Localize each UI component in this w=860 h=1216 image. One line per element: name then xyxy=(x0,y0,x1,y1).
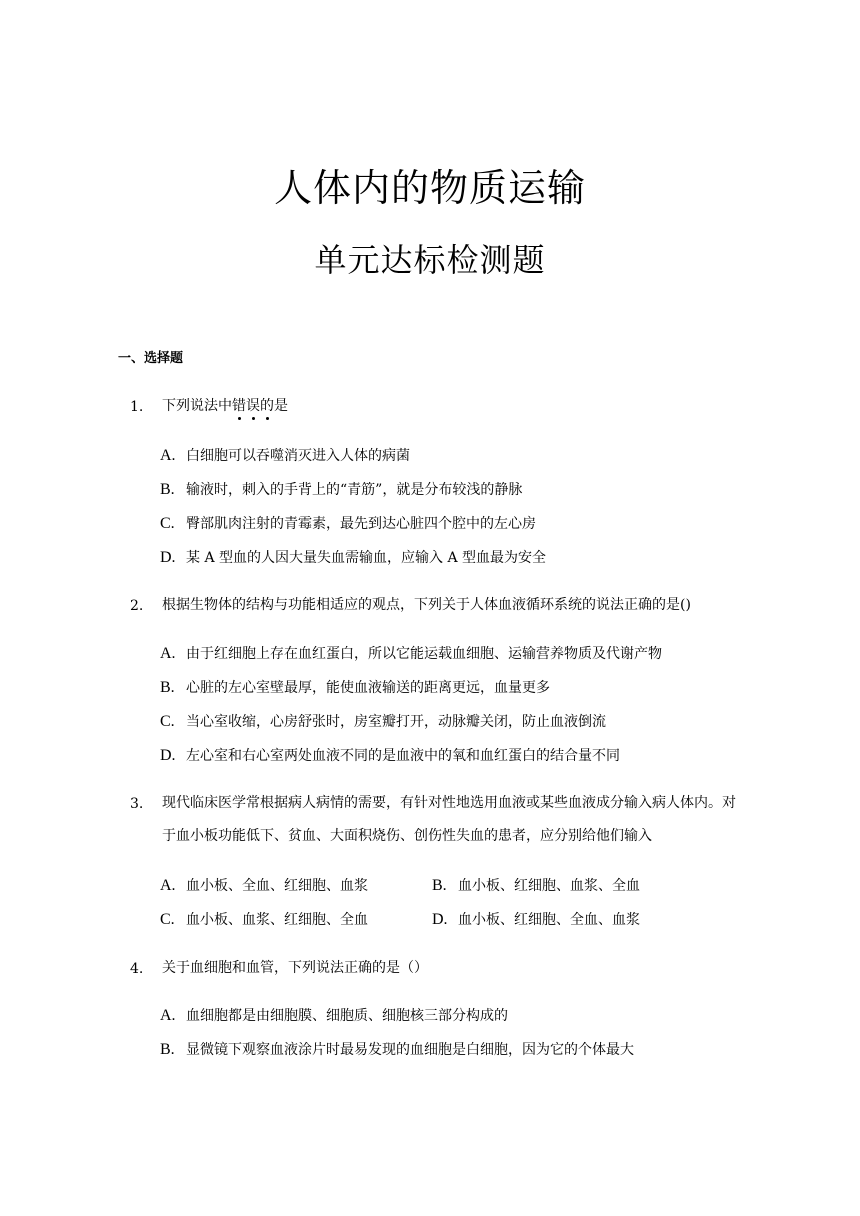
option-letter: D. xyxy=(160,747,176,764)
option-3a[interactable] xyxy=(160,876,368,896)
question-text-1 xyxy=(162,390,742,423)
option-1d[interactable] xyxy=(160,548,546,568)
option-3d[interactable] xyxy=(432,910,640,930)
emphasis-char: 错 xyxy=(232,398,246,414)
document-subtitle: 单元达标检测题 xyxy=(314,241,546,279)
option-letter: A. xyxy=(160,877,176,894)
option-2d[interactable] xyxy=(160,746,620,766)
emphasis-char: 误 xyxy=(246,398,260,414)
option-2b[interactable] xyxy=(160,678,550,698)
option-text: 左心室和右心室两处血液不同的是血液中的氧和血红蛋白的结合量不同 xyxy=(186,748,620,764)
option-letter: B. xyxy=(160,679,175,696)
option-text: 血小板、全血、红细胞、血浆 xyxy=(186,878,368,894)
option-text: 血小板、血浆、红细胞、全血 xyxy=(186,912,368,928)
option-text: 由于红细胞上存在血红蛋白，所以它能运载血细胞、运输营养物质及代谢产物 xyxy=(186,646,662,662)
option-text: 血细胞都是由细胞膜、细胞质、细胞核三部分构成的 xyxy=(186,1008,508,1024)
option-2a[interactable] xyxy=(160,644,662,664)
option-4b[interactable] xyxy=(160,1040,634,1060)
option-text: 显微镜下观察血液涂片时最易发现的血细胞是白细胞，因为它的个体最大 xyxy=(186,1042,634,1058)
option-text: 白细胞可以吞噬消灭进入人体的病菌 xyxy=(186,448,410,464)
question-number-3: 3. xyxy=(130,796,144,812)
option-1a[interactable] xyxy=(160,446,410,466)
question-number-2: 2. xyxy=(130,598,144,614)
option-letter: C. xyxy=(160,911,175,928)
option-letter: B. xyxy=(432,877,447,894)
emphasis-char: 的 xyxy=(260,398,274,414)
option-text: 心脏的左心室壁最厚，能使血液输送的距离更远，血量更多 xyxy=(186,680,550,696)
option-3b[interactable] xyxy=(432,876,640,896)
option-2c[interactable] xyxy=(160,712,606,732)
option-letter: A. xyxy=(160,447,176,464)
option-text: 血小板、红细胞、全血、血浆 xyxy=(458,912,640,928)
question-number-4: 4. xyxy=(130,961,144,977)
section-heading: 一、选择题 xyxy=(118,351,184,366)
option-text: 血小板、红细胞、血浆、全血 xyxy=(458,878,640,894)
option-4a[interactable] xyxy=(160,1006,508,1026)
option-letter: A. xyxy=(160,645,176,662)
option-letter: D. xyxy=(432,911,448,928)
option-letter: B. xyxy=(160,1041,175,1058)
option-letter: D. xyxy=(160,549,176,566)
option-text: 当心室收缩，心房舒张时，房室瓣打开，动脉瓣关闭，防止血液倒流 xyxy=(186,714,606,730)
question-text-4: 关于血细胞和血管，下列说法正确的是（） xyxy=(162,960,428,976)
option-3c[interactable] xyxy=(160,910,368,930)
document-title: 人体内的物质运输 xyxy=(273,166,586,210)
question-text-3: 现代临床医学常根据病人病情的需要，有针对性地选用血液或某些血液成分输入病人体内。对于血小板功能低下、贫血、大面积烧伤、创伤性失血的患者，应分别给他们输入 xyxy=(162,795,736,844)
option-letter: C. xyxy=(160,515,175,532)
option-text: 输液时，刺入的手背上的“青筋”，就是分布较浅的静脉 xyxy=(186,482,523,498)
option-letter: A. xyxy=(160,1007,176,1024)
question-number-1: 1. xyxy=(130,399,144,415)
question-text-2: 根据生物体的结构与功能相适应的观点，下列关于人体血液循环系统的说法正确的是() xyxy=(162,597,691,613)
option-1c[interactable] xyxy=(160,514,536,534)
question-text-1-post: 是 xyxy=(274,398,288,414)
option-text: 某 A 型血的人因大量失血需输血，应输入 A 型血最为安全 xyxy=(186,550,547,566)
question-text-1-pre: 下列说法中 xyxy=(162,398,232,414)
option-letter: B. xyxy=(160,481,175,498)
option-letter: C. xyxy=(160,713,175,730)
option-text: 臀部肌肉注射的青霉素，最先到达心脏四个腔中的左心房 xyxy=(186,516,536,532)
option-1b[interactable] xyxy=(160,480,522,500)
